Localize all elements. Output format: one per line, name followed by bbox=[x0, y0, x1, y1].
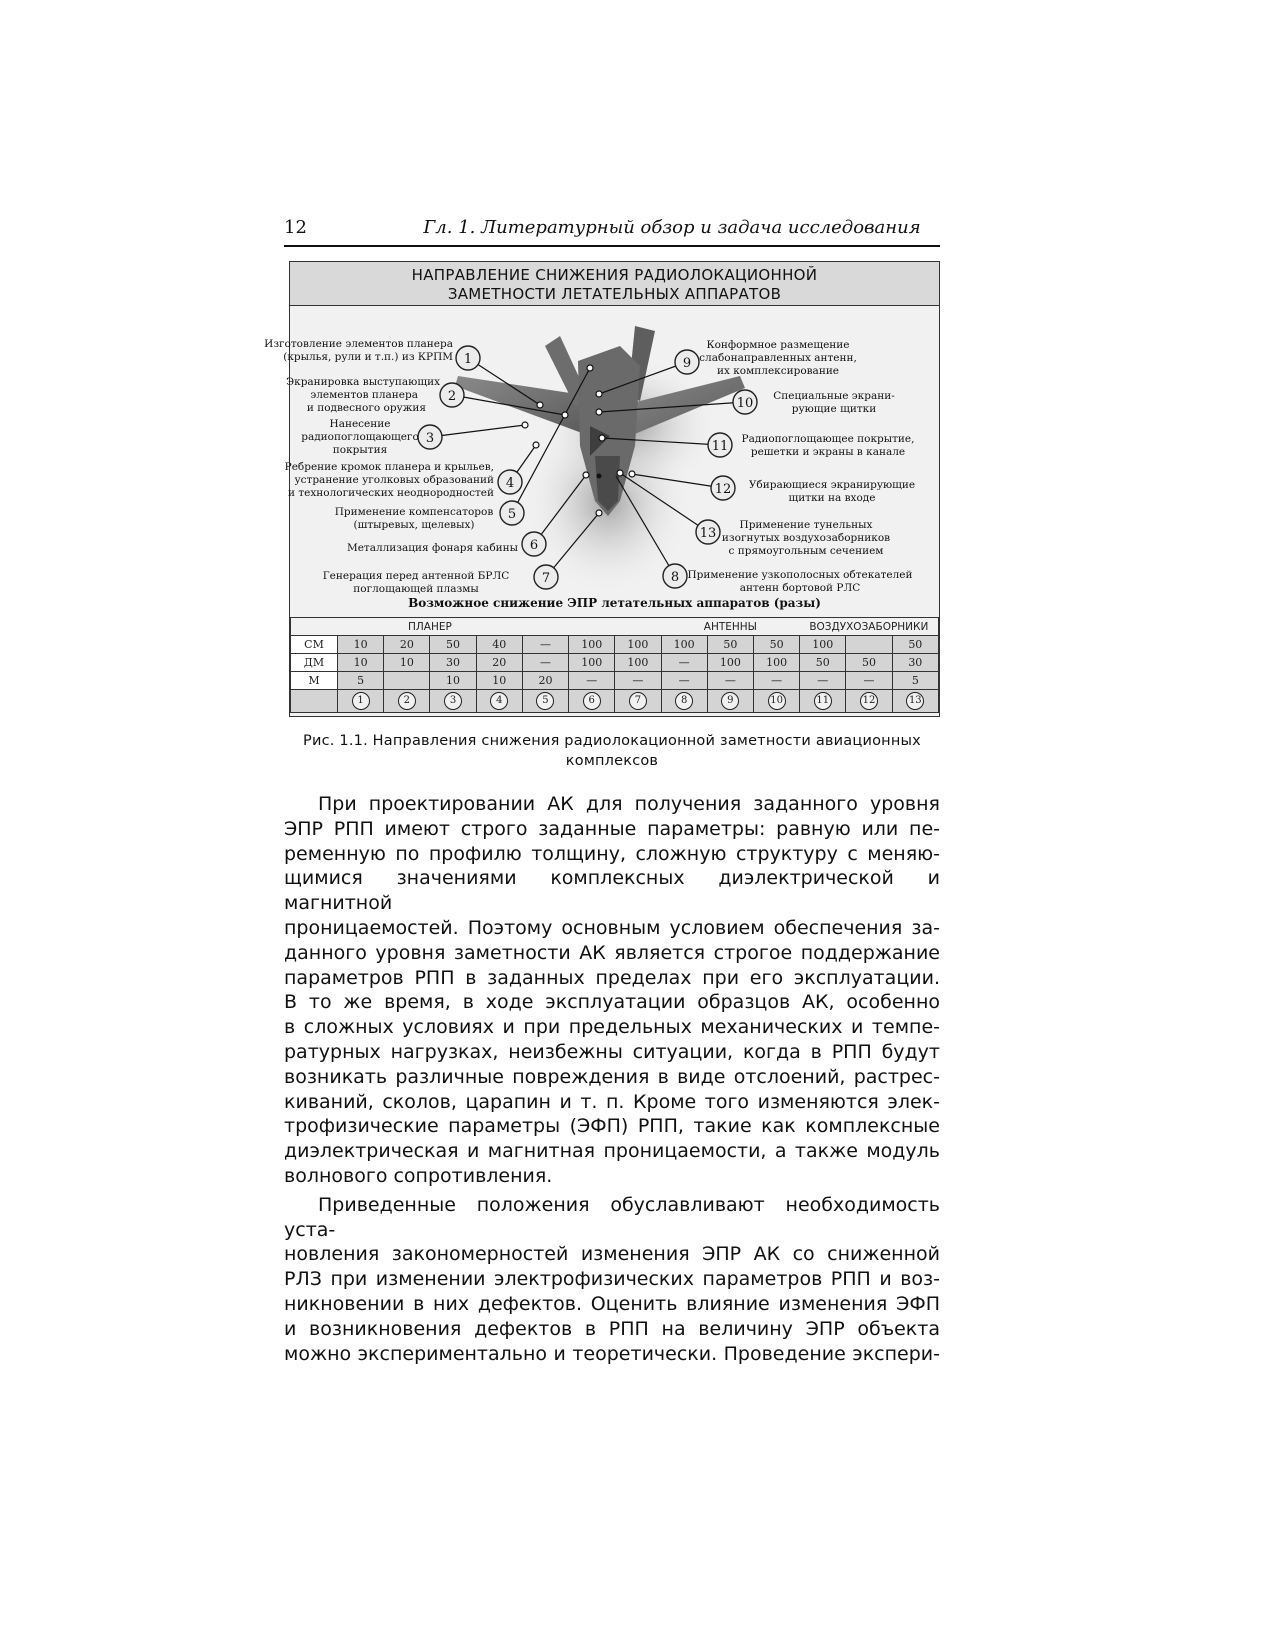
text-line: В то же время, в ходе эксплуатации образцов АК, особенно bbox=[284, 991, 940, 1014]
svg-text:слабонаправленных антенн,: слабонаправленных антенн, bbox=[699, 352, 857, 364]
table-group-row bbox=[291, 618, 939, 636]
table-cell: 100 bbox=[800, 636, 846, 654]
text-line: При проектировании АК для получения заданного уровня bbox=[318, 793, 940, 815]
svg-text:Конформное размещение: Конформное размещение bbox=[706, 339, 850, 351]
paragraph-2 bbox=[284, 1193, 940, 1367]
column-number: 2 bbox=[398, 692, 416, 710]
paragraph-1 bbox=[284, 792, 940, 1189]
table-cell: — bbox=[569, 672, 615, 690]
svg-text:12: 12 bbox=[714, 482, 732, 497]
table-cell: 50 bbox=[430, 636, 476, 654]
callout-11 bbox=[708, 433, 914, 458]
text-line: трофизические параметры (ЭФП) РПП, такие как комплексные bbox=[284, 1115, 940, 1138]
svg-text:4: 4 bbox=[505, 476, 515, 491]
table-cell: 100 bbox=[615, 636, 661, 654]
body-text bbox=[284, 792, 940, 1370]
callout-4 bbox=[285, 461, 522, 499]
callout-9 bbox=[675, 339, 857, 377]
figure-title-line-2: ЗАМЕТНОСТИ ЛЕТАТЕЛЬНЫХ АППАРАТОВ bbox=[447, 285, 782, 303]
svg-text:9: 9 bbox=[682, 356, 692, 371]
text-line: волнового сопротивления. bbox=[284, 1164, 553, 1187]
text-line: щимися значениями комплексных диэлектрической и магнитной bbox=[284, 867, 940, 915]
callout-2 bbox=[286, 376, 464, 414]
table-cell: — bbox=[522, 636, 568, 654]
text-line: киваний, сколов, царапин и т. п. Кроме того изменяются элек- bbox=[284, 1090, 940, 1113]
table-cell: 20 bbox=[476, 654, 522, 672]
svg-text:Металлизация фонаря кабины: Металлизация фонаря кабины bbox=[346, 542, 518, 554]
table-cell: 100 bbox=[661, 636, 707, 654]
svg-text:Генерация перед антенной БРЛС: Генерация перед антенной БРЛС bbox=[322, 570, 510, 582]
svg-text:1: 1 bbox=[463, 352, 473, 367]
callout-8 bbox=[663, 564, 913, 594]
table-cell: — bbox=[753, 672, 799, 690]
table-cell bbox=[846, 636, 892, 654]
svg-text:11: 11 bbox=[711, 439, 729, 454]
caption-line-1: Рис. 1.1. Направления снижения радиолокационной заметности авиационных bbox=[303, 733, 921, 749]
table-cell: 50 bbox=[753, 636, 799, 654]
column-number: 10 bbox=[768, 692, 786, 710]
text-line: никновении в них дефектов. Оценить влияние изменения ЭФП bbox=[284, 1292, 940, 1315]
text-line: РЛЗ при изменении электрофизических параметров РПП и воз- bbox=[284, 1268, 940, 1291]
svg-text:Применение компенсаторов: Применение компенсаторов bbox=[334, 506, 494, 518]
svg-text:и подвесного оружия: и подвесного оружия bbox=[306, 402, 426, 414]
text-line: данного уровня заметности АК является строгое поддержание bbox=[284, 941, 940, 964]
group-intakes: ВОЗДУХОЗАБОРНИКИ bbox=[800, 618, 939, 636]
table-cell: 100 bbox=[753, 654, 799, 672]
svg-text:Применение тунельных: Применение тунельных bbox=[739, 519, 873, 531]
svg-text:радиопоглощающего: радиопоглощающего bbox=[301, 431, 419, 443]
text-line: ЭПР РПП имеют строго заданные параметры: равную или пе- bbox=[284, 817, 940, 840]
svg-text:Специальные экрани-: Специальные экрани- bbox=[773, 390, 895, 402]
page-number: 12 bbox=[284, 217, 307, 238]
table-cell: 50 bbox=[800, 654, 846, 672]
table-number-row bbox=[291, 690, 939, 713]
column-number: 9 bbox=[721, 692, 739, 710]
text-line: можно экспериментально и теоретически. Проведение экспери- bbox=[284, 1342, 940, 1365]
column-number: 1 bbox=[352, 692, 370, 710]
column-number: 4 bbox=[490, 692, 508, 710]
column-number: 13 bbox=[906, 692, 924, 710]
running-header bbox=[284, 215, 940, 247]
svg-text:рующие щитки: рующие щитки bbox=[791, 403, 877, 415]
svg-text:6: 6 bbox=[529, 538, 539, 553]
table-row bbox=[291, 636, 939, 654]
table-cell: 5 bbox=[338, 672, 384, 690]
table-cell: 10 bbox=[338, 654, 384, 672]
table-cell: 20 bbox=[522, 672, 568, 690]
column-number: 3 bbox=[444, 692, 462, 710]
svg-text:Убирающиеся экранирующие: Убирающиеся экранирующие bbox=[748, 479, 916, 491]
svg-text:покрытия: покрытия bbox=[332, 444, 388, 456]
table-title: Возможное снижение ЭПР летательных аппаратов (разы) bbox=[408, 596, 821, 610]
text-line: и возникновения дефектов в РПП на величину ЭПР объекта bbox=[284, 1317, 940, 1340]
svg-text:5: 5 bbox=[507, 507, 517, 522]
svg-text:8: 8 bbox=[670, 570, 680, 585]
caption-line-2: комплексов bbox=[565, 753, 659, 769]
svg-text:(крылья, рули и т.п.) из КРПМ: (крылья, рули и т.п.) из КРПМ bbox=[283, 351, 453, 363]
column-number: 5 bbox=[536, 692, 554, 710]
rcs-reduction-table bbox=[290, 617, 939, 713]
table-cell bbox=[384, 672, 430, 690]
text-line: параметров РПП в заданных пределах при его эксплуатации. bbox=[284, 966, 940, 989]
svg-text:13: 13 bbox=[699, 526, 717, 541]
table-cell: — bbox=[707, 672, 753, 690]
callout-1 bbox=[264, 338, 480, 370]
table-cell: — bbox=[800, 672, 846, 690]
callout-6 bbox=[347, 532, 546, 556]
callout-3 bbox=[301, 418, 442, 456]
svg-text:элементов планера: элементов планера bbox=[310, 389, 418, 401]
table-cell: — bbox=[661, 672, 707, 690]
table-cell: 5 bbox=[892, 672, 938, 690]
text-line: диэлектрическая и магнитная проницаемости, а также модуль bbox=[284, 1140, 940, 1163]
figure-caption bbox=[284, 731, 940, 771]
table-cell: 10 bbox=[338, 636, 384, 654]
svg-text:Радиопоглощающее покрытие,: Радиопоглощающее покрытие, bbox=[741, 433, 915, 445]
table-cell: 10 bbox=[384, 654, 430, 672]
svg-text:щитки на входе: щитки на входе bbox=[788, 492, 876, 504]
text-line: Приведенные положения обуславливают необходимость уста- bbox=[284, 1193, 940, 1241]
table-cell: 20 bbox=[384, 636, 430, 654]
callout-5 bbox=[335, 501, 524, 531]
text-line: возникать различные повреждения в виде отслоений, растрес- bbox=[284, 1065, 940, 1088]
column-number: 6 bbox=[583, 692, 601, 710]
table-cell: 100 bbox=[615, 654, 661, 672]
table-cell: 50 bbox=[846, 654, 892, 672]
table-cell: 30 bbox=[430, 654, 476, 672]
table-cell: 30 bbox=[892, 654, 938, 672]
row-label: М bbox=[291, 672, 338, 690]
svg-text:Нанесение: Нанесение bbox=[329, 418, 391, 430]
column-number: 11 bbox=[814, 692, 832, 710]
callout-13 bbox=[696, 519, 890, 557]
callout-7 bbox=[323, 565, 558, 595]
svg-text:Ребрение кромок планера и крыл: Ребрение кромок планера и крыльев, bbox=[284, 461, 494, 473]
svg-text:их комплексирование: их комплексирование bbox=[716, 365, 840, 377]
svg-text:изогнутых воздухозаборников: изогнутых воздухозаборников bbox=[721, 532, 891, 544]
svg-text:Применение узкополосных обтека: Применение узкополосных обтекателей bbox=[687, 569, 913, 581]
row-label: ДМ bbox=[291, 654, 338, 672]
svg-text:Экранировка выступающих: Экранировка выступающих bbox=[286, 376, 440, 388]
table-cell: 50 bbox=[892, 636, 938, 654]
row-label: СМ bbox=[291, 636, 338, 654]
column-number: 7 bbox=[629, 692, 647, 710]
svg-text:2: 2 bbox=[447, 389, 457, 404]
svg-text:(штыревых, щелевых): (штыревых, щелевых) bbox=[353, 519, 475, 531]
table-row bbox=[291, 672, 939, 690]
table-cell: 100 bbox=[569, 636, 615, 654]
svg-text:3: 3 bbox=[425, 431, 435, 446]
table-cell: 10 bbox=[430, 672, 476, 690]
figure-title-line-1: НАПРАВЛЕНИЕ СНИЖЕНИЯ РАДИОЛОКАЦИОННОЙ bbox=[411, 266, 818, 284]
table-cell: 50 bbox=[707, 636, 753, 654]
callout-10 bbox=[733, 390, 895, 415]
text-line: в сложных условиях и при предельных механических и темпе- bbox=[284, 1016, 940, 1039]
table-cell: — bbox=[661, 654, 707, 672]
column-number: 12 bbox=[860, 692, 878, 710]
table-cell: 100 bbox=[707, 654, 753, 672]
text-line: проницаемостей. Поэтому основным условием обеспечения за- bbox=[284, 916, 940, 939]
group-airframe: ПЛАНЕР bbox=[338, 618, 523, 636]
table-cell: — bbox=[615, 672, 661, 690]
table-cell: — bbox=[846, 672, 892, 690]
table-cell: 100 bbox=[569, 654, 615, 672]
svg-text:с прямоугольным сечением: с прямоугольным сечением bbox=[728, 545, 884, 557]
figure-title bbox=[290, 262, 939, 306]
svg-text:Изготовление элементов планера: Изготовление элементов планера bbox=[264, 338, 453, 350]
svg-text:поглощающей плазмы: поглощающей плазмы bbox=[353, 583, 479, 595]
table-row bbox=[291, 654, 939, 672]
table-cell: 10 bbox=[476, 672, 522, 690]
chapter-title: Гл. 1. Литературный обзор и задача исследования bbox=[423, 217, 921, 238]
svg-text:устранение уголковых образован: устранение уголковых образований bbox=[294, 474, 494, 486]
svg-text:решетки и экраны в канале: решетки и экраны в канале bbox=[750, 446, 906, 458]
svg-text:10: 10 bbox=[736, 396, 754, 411]
svg-text:антенн бортовой РЛС: антенн бортовой РЛС bbox=[739, 582, 861, 594]
table-cell: 40 bbox=[476, 636, 522, 654]
figure-rcs-reduction bbox=[264, 261, 940, 717]
group-antennas: АНТЕННЫ bbox=[661, 618, 800, 636]
svg-text:и технологических неоднороднос: и технологических неоднородностей bbox=[288, 487, 494, 499]
text-line: ременную по профилю толщину, сложную структуру с меняю- bbox=[284, 842, 940, 865]
column-number: 8 bbox=[675, 692, 693, 710]
text-line: ратурных нагрузках, неизбежны ситуации, когда в РПП будут bbox=[284, 1040, 940, 1063]
svg-text:7: 7 bbox=[541, 571, 551, 586]
aircraft-diagram bbox=[264, 306, 939, 596]
text-line: новления закономерностей изменения ЭПР АК со сниженной bbox=[284, 1243, 940, 1266]
table-cell: — bbox=[522, 654, 568, 672]
callout-12 bbox=[711, 476, 915, 504]
